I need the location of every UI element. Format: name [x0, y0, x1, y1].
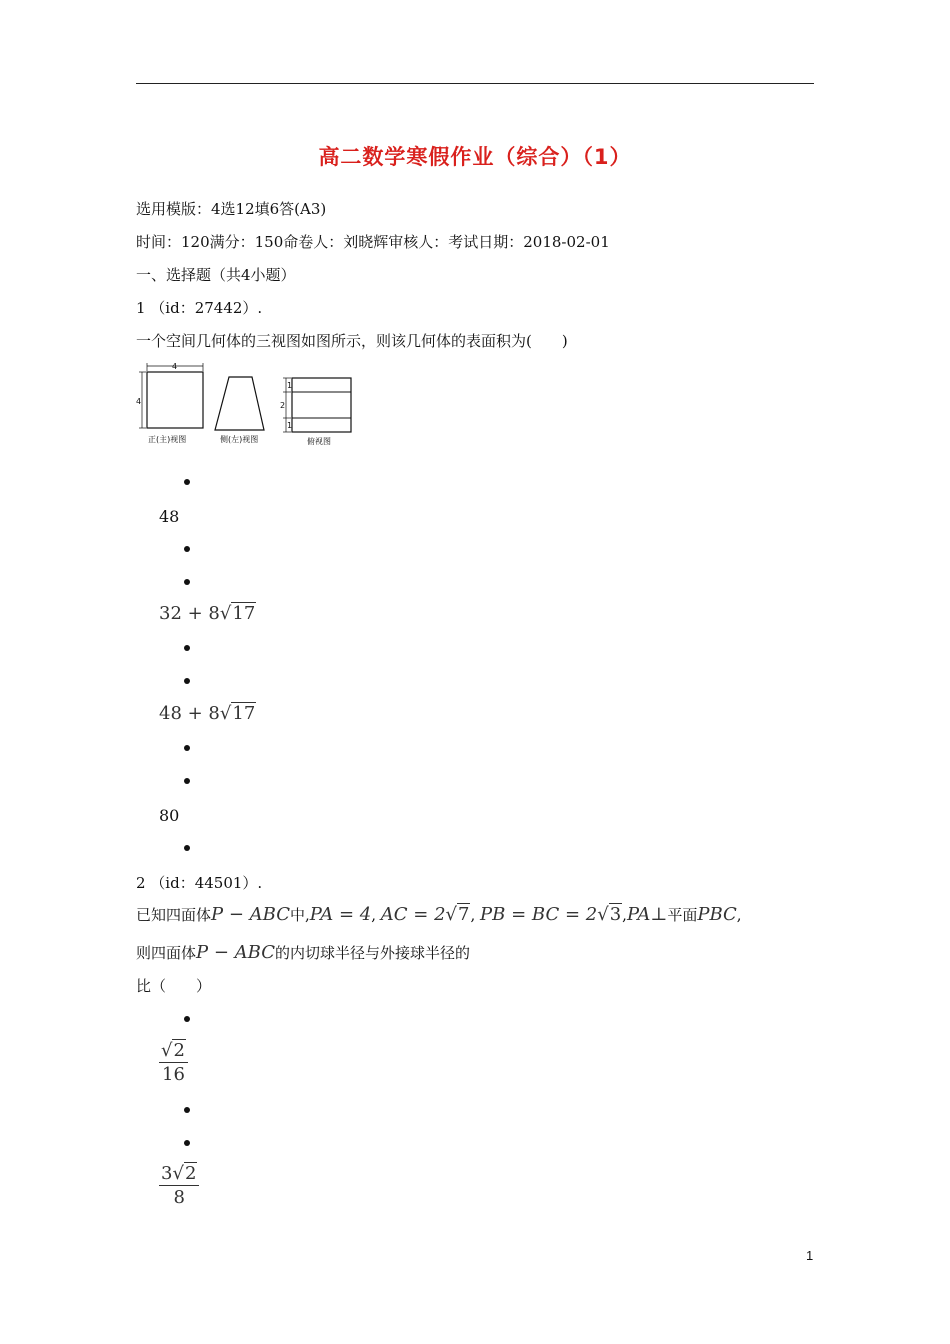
option-bullet [184, 546, 190, 552]
question-1-id: 1 （id：27442）. [136, 299, 263, 317]
side-view-label: 侧(左)视图 [220, 435, 259, 444]
option-bullet [184, 1107, 190, 1113]
q1-option-c: 48 + 8√17 [159, 703, 256, 724]
option-bullet [184, 645, 190, 651]
option-bullet [184, 479, 190, 485]
option-bullet [184, 1140, 190, 1146]
top-dim-3: 1 [287, 421, 293, 430]
question-2-id: 2 （id：44501）. [136, 874, 263, 892]
option-bullet [184, 678, 190, 684]
exam-info-line: 时间：120满分：150命卷人：刘晓辉审核人：考试日期：2018-02-01 [136, 233, 610, 251]
question-2-line-1: 已知四面体P − ABC中,PA = 4, AC = 2√7, PB = BC = 2√3,PA⊥平面PBC, [136, 904, 742, 925]
section-heading: 一、选择题（共4小题） [136, 266, 296, 284]
template-line: 选用模版：4选12填6答(A3) [136, 200, 327, 218]
option-bullet [184, 579, 190, 585]
question-2-line-3: 比（ ） [136, 977, 212, 995]
option-bullet [184, 845, 190, 851]
front-width-label: 4 [172, 362, 178, 371]
top-dim-2: 2 [280, 401, 286, 410]
top-dim-1: 1 [287, 381, 293, 390]
top-view [280, 378, 351, 446]
side-view [215, 377, 264, 444]
option-bullet [184, 778, 190, 784]
front-view [136, 362, 203, 444]
q2-option-a: √2 16 [159, 1040, 188, 1085]
option-bullet [184, 745, 190, 751]
q1-option-b: 32 + 8√17 [159, 603, 256, 624]
page-number: 1 [806, 1248, 814, 1263]
question-1-text: 一个空间几何体的三视图如图所示，则该几何体的表面积为( ) [136, 332, 568, 350]
option-bullet [184, 1016, 190, 1022]
header-rule [136, 83, 814, 84]
front-view-label: 正(主)视图 [148, 435, 187, 444]
q2-option-b: 3√2 8 [159, 1163, 199, 1208]
page-title: 高二数学寒假作业（综合）（1） [318, 145, 632, 169]
question-2-line-2: 则四面体P − ABC的内切球半径与外接球半径的 [136, 942, 471, 963]
front-height-label: 4 [136, 397, 142, 406]
q1-option-d: 80 [159, 806, 180, 825]
q1-option-a: 48 [159, 507, 180, 526]
top-view-label: 俯视图 [307, 437, 331, 446]
three-view-figure [136, 362, 358, 450]
